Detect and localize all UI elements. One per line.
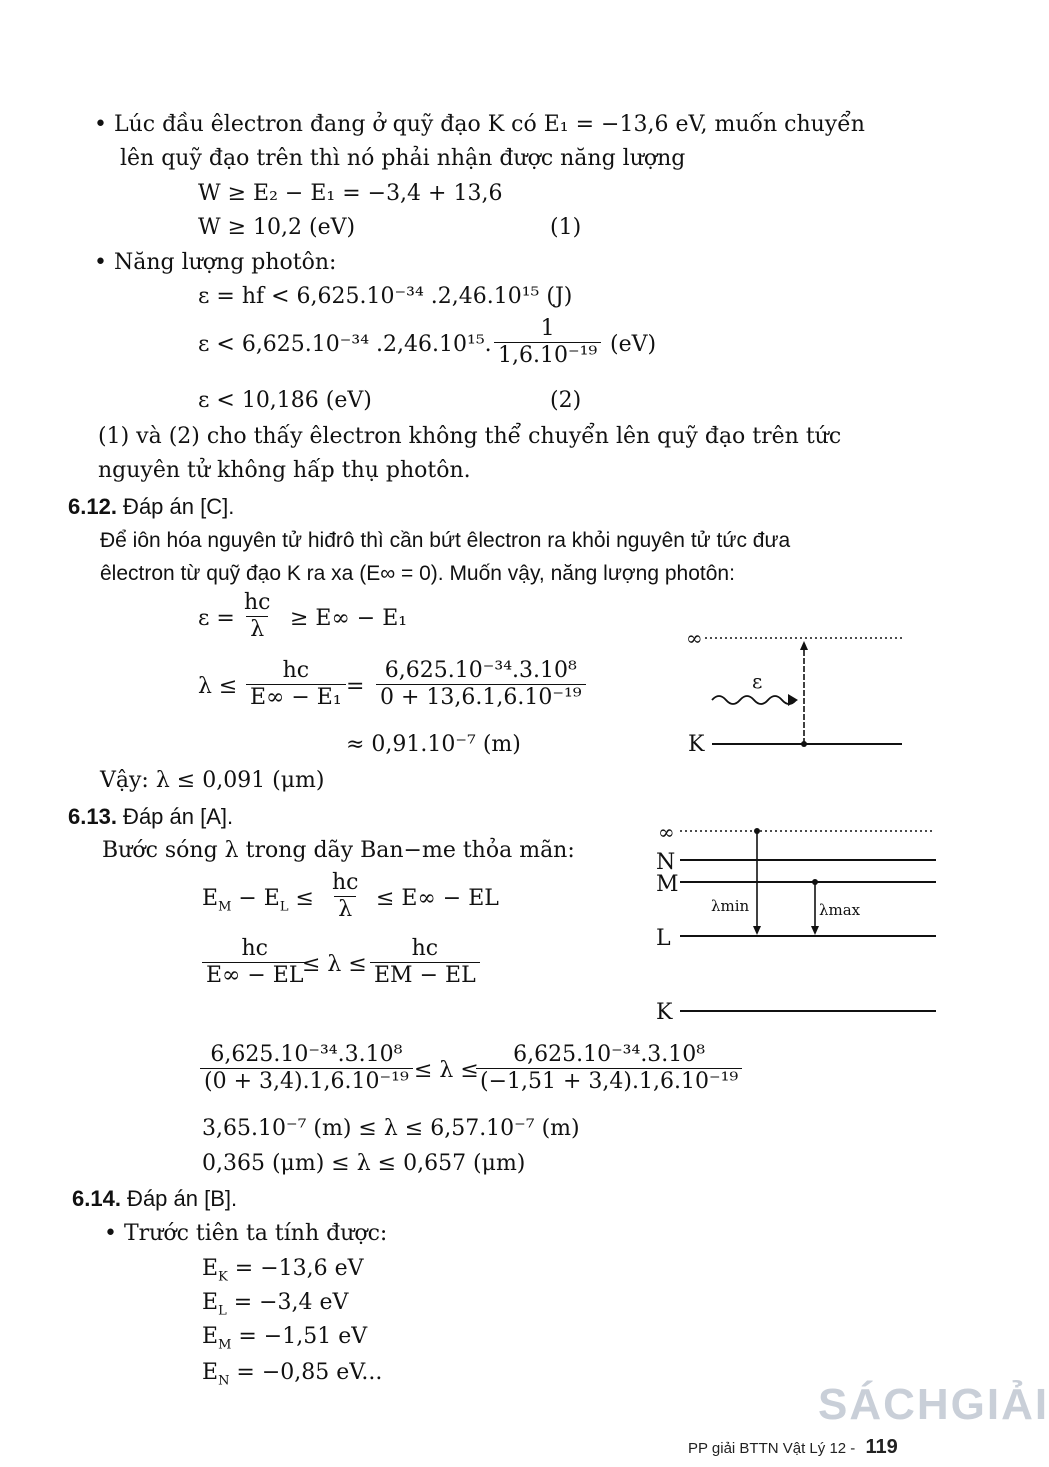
fraction-ev-conversion (494, 316, 601, 369)
q612-line-2: êlectron từ quỹ đạo K ra xa (E∞ = 0). Muốn vậy, năng lượng photôn: (100, 562, 735, 585)
answer-choice: Đáp án [B]. (120, 1186, 238, 1211)
answer-6-12-heading (68, 494, 234, 520)
conclusion-line-1: (1) và (2) cho thấy êlectron không thể chuyển lên quỹ đạo trên tức (98, 424, 842, 449)
fraction-denominator: E∞ − EL (202, 962, 307, 989)
equation-eps3: ε < 10,186 (eV) (198, 388, 372, 413)
fraction-numerator: hc (332, 870, 359, 895)
q613-diagram-n-label: N (656, 850, 676, 875)
q613-diagram-l-label: L (656, 926, 671, 951)
fraction-numerator: 6,625.10⁻³⁴.3.10⁸ (210, 1042, 403, 1067)
q613-numeric-fraction-2 (476, 1042, 742, 1095)
bullet-ionization-text: • Lúc đầu êlectron đang ở quỹ đạo K có E₁ = −13,6 eV, muốn chuyển (94, 112, 865, 137)
equation-eps1: ε = hf < 6,625.10⁻³⁴ .2,46.10¹⁵ (J) (198, 284, 573, 309)
fraction-denominator: λ (246, 616, 268, 643)
q613-line-1: Bước sóng λ trong dãy Ban−me thỏa mãn: (102, 838, 575, 863)
bullet-photon-energy: • Năng lượng photôn: (94, 250, 337, 275)
q613-diagram-m-label: M (656, 872, 679, 897)
fraction-denominator: 1,6.10⁻¹⁹ (494, 342, 601, 369)
fraction-denominator: (0 + 3,4).1,6.10⁻¹⁹ (200, 1068, 413, 1095)
q613-range-fraction-1 (202, 936, 307, 989)
q612-eps-fraction (240, 590, 275, 643)
equation-eps2-unit: (eV) (610, 332, 657, 357)
watermark-logo: SÁCHGIẢI (818, 1380, 1049, 1429)
equation-tag-1: (1) (550, 215, 582, 240)
answer-choice: Đáp án [A]. (116, 804, 234, 829)
equation-eps2-left: ε < 6,625.10⁻³⁴ .2,46.10¹⁵. (198, 332, 492, 357)
q613-ineq1-left: $E_M - E_L$ ≤ (202, 886, 314, 915)
q612-equals: = (346, 674, 365, 699)
answer-number: 6.12. (68, 494, 117, 519)
equation-tag-2: (2) (550, 388, 582, 413)
fraction-numerator: 1 (540, 316, 555, 341)
q614-energy-m: $E_M = -1,51$ eV (202, 1324, 368, 1353)
q613-range-fraction-2 (370, 936, 480, 989)
q613-ineq1-fraction (328, 870, 363, 923)
q612-lambda-fraction-1 (246, 658, 346, 711)
page-number: 119 (865, 1436, 898, 1458)
answer-number: 6.13. (68, 804, 117, 829)
page-footer (688, 1436, 898, 1459)
q613-numeric-fraction-1 (200, 1042, 413, 1095)
fraction-denominator: EM − EL (370, 962, 480, 989)
q613-result-1: 3,65.10⁻⁷ (m) ≤ λ ≤ 6,57.10⁻⁷ (m) (202, 1116, 580, 1141)
fraction-denominator: (−1,51 + 3,4).1,6.10⁻¹⁹ (476, 1068, 742, 1095)
conclusion-line-2: nguyên tử không hấp thụ photôn. (98, 458, 471, 483)
q612-eps-right: ≥ E∞ − E₁ (290, 606, 408, 631)
q613-diagram-lambda-min: λmin (711, 897, 750, 915)
q612-diagram-infinity-label: ∞ (686, 626, 703, 650)
q612-eps-left: ε = (198, 606, 235, 631)
q613-diagram-infinity-label: ∞ (658, 820, 675, 844)
q612-diagram-k-label: K (688, 732, 705, 757)
answer-6-13-heading (68, 804, 233, 830)
q612-line-1: Để iôn hóa nguyên tử hiđrô thì cần bứt êlectron ra khỏi nguyên tử tức đưa (100, 529, 791, 552)
q613-diagram-k-label: K (656, 1000, 673, 1025)
bullet-ionization-text-2: lên quỹ đạo trên thì nó phải nhận được năng lượng (120, 146, 686, 171)
fraction-numerator: 6,625.10⁻³⁴.3.10⁸ (513, 1042, 706, 1067)
footer-book-title: PP giải BTTN Vật Lý 12 - (688, 1440, 856, 1457)
fraction-numerator: hc (244, 590, 271, 615)
q612-lambda-left: λ ≤ (198, 674, 238, 699)
q613-diagram-lambda-max: λmax (819, 901, 861, 919)
fraction-numerator: 6,625.10⁻³⁴.3.10⁸ (384, 658, 577, 683)
q612-conclusion: Vậy: λ ≤ 0,091 (μm) (100, 768, 325, 793)
fraction-numerator: hc (411, 936, 439, 961)
q614-energy-l: $E_L = -3,4$ eV (202, 1290, 349, 1319)
fraction-numerator: hc (282, 658, 310, 683)
equation-w1: W ≥ E₂ − E₁ = −3,4 + 13,6 (198, 181, 503, 206)
q614-energy-k: $E_K = -13,6$ eV (202, 1256, 364, 1285)
q612-approx: ≈ 0,91.10⁻⁷ (m) (346, 732, 521, 757)
fraction-denominator: λ (334, 896, 356, 923)
equation-w2: W ≥ 10,2 (eV) (198, 215, 356, 240)
q613-ineq1-right: ≤ E∞ − EL (376, 886, 499, 911)
q612-diagram-epsilon-label: ε (752, 669, 763, 693)
answer-6-14-heading (72, 1186, 237, 1212)
q614-line-1: • Trước tiên ta tính được: (104, 1221, 388, 1246)
fraction-denominator: E∞ − E₁ (246, 684, 346, 711)
fraction-numerator: hc (241, 936, 268, 961)
q613-result-2: 0,365 (μm) ≤ λ ≤ 0,657 (μm) (202, 1151, 526, 1176)
q612-lambda-fraction-2 (376, 658, 586, 711)
q613-range-mid: ≤ λ ≤ (302, 952, 367, 977)
fraction-denominator: 0 + 13,6.1,6.10⁻¹⁹ (376, 684, 586, 711)
answer-number: 6.14. (72, 1186, 121, 1211)
q614-energy-n: $E_N = -0,85$ eV... (202, 1360, 383, 1389)
answer-choice: Đáp án [C]. (116, 494, 235, 519)
q613-numeric-mid: ≤ λ ≤ (414, 1058, 479, 1083)
